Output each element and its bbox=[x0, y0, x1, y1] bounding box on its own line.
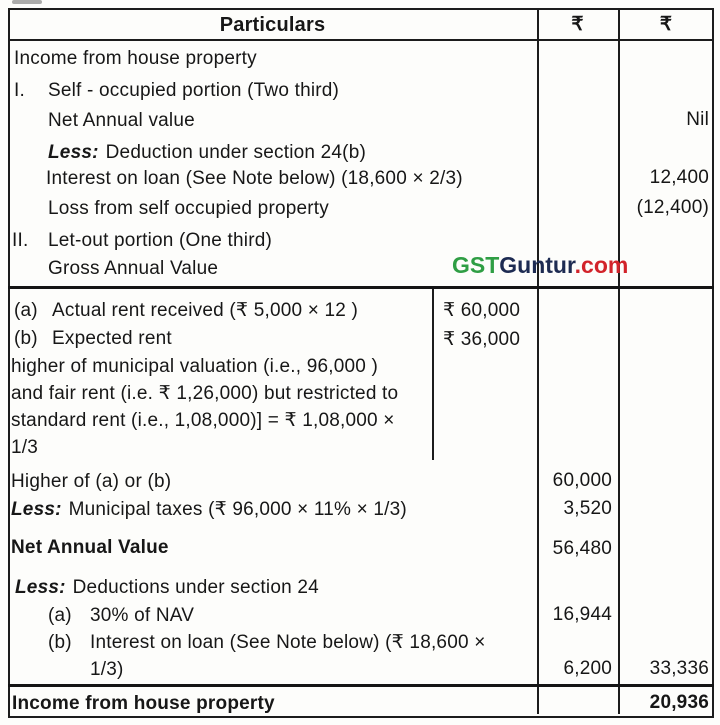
row-actual-rent-received: Actual rent received (₹ 5,000 × 12 ) bbox=[52, 300, 359, 321]
watermark-gst: GST bbox=[452, 252, 500, 278]
total-divider-line bbox=[8, 684, 714, 687]
column-header-rupee-2: ₹ bbox=[659, 14, 673, 35]
less-prefix: Less: bbox=[48, 142, 99, 163]
column-divider-2 bbox=[618, 8, 620, 714]
row-less-deductions-24 bbox=[15, 576, 319, 600]
header-divider-line bbox=[8, 39, 714, 41]
row-expected-rent: Expected rent bbox=[52, 328, 172, 349]
value-30-percent-of-nav: 16,944 bbox=[552, 604, 612, 625]
row-interest-on-loan-self: Interest on loan (See Note below) (18,600 × 2/3) bbox=[46, 168, 463, 189]
row-30-percent-of-nav: 30% of NAV bbox=[90, 605, 195, 626]
expected-rent-note-line-2: and fair rent (i.e. ₹ 1,26,000) but restricted to bbox=[11, 383, 399, 404]
expected-rent-note-line-3: standard rent (i.e., 1,08,000)] = ₹ 1,08,000 × bbox=[11, 410, 395, 431]
section-divider-line-1 bbox=[8, 286, 714, 289]
deductions-24-text: Deductions under section 24 bbox=[72, 577, 319, 598]
municipal-taxes-text: Municipal taxes (₹ 96,000 × 11% × 1/3) bbox=[68, 499, 407, 520]
expected-rent-note-line-1: higher of municipal valuation (i.e., 96,000 ) bbox=[11, 356, 379, 377]
value-net-annual-value-nil: Nil bbox=[686, 109, 709, 130]
watermark-dotcom: .com bbox=[574, 252, 629, 278]
inner-subcolumn-divider bbox=[432, 289, 434, 460]
item-b-marker: (b) bbox=[14, 328, 38, 349]
roman-numeral-two: II. bbox=[12, 230, 29, 251]
value-actual-rent: ₹ 60,000 bbox=[443, 300, 521, 321]
row-total-income-from-house-property: Income from house property bbox=[12, 693, 275, 714]
deduction-a-marker: (a) bbox=[48, 605, 72, 626]
value-total-income: 20,936 bbox=[649, 692, 709, 713]
row-loss-self-occupied: Loss from self occupied property bbox=[48, 198, 329, 219]
row-interest-on-loan-letout: Interest on loan (See Note below) (₹ 18,600 × bbox=[90, 632, 486, 653]
less-prefix: Less: bbox=[15, 577, 66, 598]
value-deductions-total: 33,336 bbox=[649, 658, 709, 679]
row-gross-annual-value: Gross Annual Value bbox=[48, 258, 219, 279]
row-self-occupied-portion: Self - occupied portion (Two third) bbox=[48, 80, 340, 101]
column-header-rupee-1: ₹ bbox=[571, 14, 584, 35]
less-prefix: Less: bbox=[11, 499, 62, 520]
row-income-from-house-property: Income from house property bbox=[14, 48, 257, 69]
row-net-annual-value-label: Net Annual value bbox=[48, 110, 195, 131]
value-interest-letout: 6,200 bbox=[563, 658, 612, 679]
row-less-deduction-24b bbox=[48, 141, 366, 165]
row-let-out-portion: Let-out portion (One third) bbox=[48, 230, 273, 251]
value-municipal-taxes: 3,520 bbox=[563, 498, 612, 519]
value-loss-self-occupied: (12,400) bbox=[636, 197, 709, 218]
value-expected-rent: ₹ 36,000 bbox=[443, 329, 521, 350]
item-a-marker: (a) bbox=[14, 300, 38, 321]
value-interest-self: 12,400 bbox=[649, 167, 709, 188]
deduction-b-marker: (b) bbox=[48, 632, 72, 653]
expected-rent-note-line-4: 1/3 bbox=[11, 437, 39, 458]
scan-artifact bbox=[12, 0, 42, 4]
row-higher-of-a-or-b: Higher of (a) or (b) bbox=[11, 471, 172, 492]
column-header-particulars: Particulars bbox=[219, 14, 326, 36]
value-higher-of-a-or-b: 60,000 bbox=[552, 470, 612, 491]
less-deduction-text: Deduction under section 24(b) bbox=[105, 142, 366, 163]
row-interest-on-loan-letout-cont: 1/3) bbox=[90, 659, 124, 680]
gstguntur-watermark bbox=[452, 252, 628, 279]
roman-numeral-one: I. bbox=[14, 80, 25, 101]
value-net-annual-value-letout: 56,480 bbox=[552, 538, 612, 559]
row-less-municipal-taxes bbox=[11, 498, 407, 522]
row-net-annual-value-letout: Net Annual Value bbox=[11, 537, 169, 558]
watermark-guntur: Guntur bbox=[499, 252, 575, 278]
